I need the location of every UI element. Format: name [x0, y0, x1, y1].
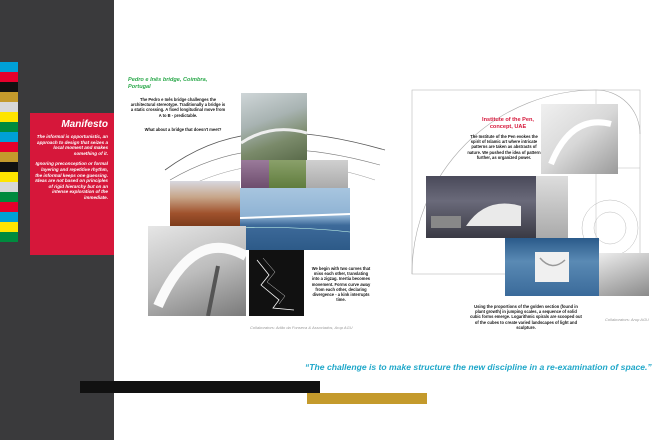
bridge-title: Pedro e Inês bridge, Coimbra, Portugal — [128, 77, 208, 90]
color-stripe — [0, 92, 18, 102]
pen-detail-render — [536, 176, 568, 238]
manifesto-para-2: Ignoring preconception or formal layering and repetitive rhythm, the informal keeps one guessing. Ideas are not based on principles of rigid hierarchy but on an intense exploration of the immediate. — [35, 161, 108, 200]
pen-collaborators: Collaborators: Arup AGU — [605, 317, 649, 322]
color-stripe — [0, 122, 18, 132]
quote-text: “The challenge is to make structure the new discipline in a re-examination of space.” — [305, 362, 652, 372]
pen-intro: The Institute of the Pen evokes the spirit of Islamic art where intricate patterns are taken as abstracts of nature. We pushed the idea of pattern further, as organized power. — [467, 134, 541, 160]
color-stripe — [0, 162, 18, 172]
manifesto-box — [30, 113, 114, 255]
color-stripe — [0, 152, 18, 162]
bridge-intro: The Pedro e Inês bridge challenges the architectural stereotype. Traditionally a bridge is a static crossing. A fixed longitudinal move from A to B - predictable. — [130, 97, 226, 118]
bridge-green-photo — [268, 160, 306, 190]
color-stripe — [0, 222, 18, 232]
manifesto-para-1: The informal is opportunistic, an approach to design that seizes a local moment and makes something of it. — [36, 134, 108, 156]
pen-cube-render — [541, 104, 618, 174]
bridge-curves-text: We begin with two curves that miss each other, translating into a zigzag. Inertia becomes movement. Forms curve away from each other, declaring divergence - a kink interrupts time. — [311, 266, 371, 303]
color-stripe — [0, 172, 18, 182]
black-bar — [80, 381, 320, 393]
color-stripe — [0, 182, 18, 192]
color-stripe — [0, 102, 18, 112]
bridge-purple-photo — [241, 160, 269, 190]
pen-interior-render — [599, 253, 649, 296]
color-stripe — [0, 112, 18, 122]
bridge-aerial-photo — [241, 93, 307, 160]
bridge-zigzag-drawing — [249, 250, 304, 316]
bridge-river-photo — [240, 188, 350, 250]
color-stripe — [0, 192, 18, 202]
color-stripes — [0, 62, 18, 242]
pen-title: Institute of the Pen, concept, UAE — [482, 117, 534, 130]
bridge-red-deck-photo — [170, 181, 240, 227]
gold-bar — [307, 393, 427, 404]
color-stripe — [0, 82, 18, 92]
bridge-question: What about a bridge that doesn't meet? — [144, 127, 222, 132]
pen-golden-text: Using the proportions of the golden section (found in plant growth) in jumping scales, a sequence of solid cubic forms emerge. Logarithmic spirals are scooped out of the cubes to create varied landscapes of light and sculpture. — [470, 304, 582, 330]
bridge-grey-photo — [306, 160, 348, 190]
color-stripe — [0, 232, 18, 242]
pen-waterfront-render — [505, 238, 599, 296]
color-stripe — [0, 142, 18, 152]
bridge-arch-photo — [148, 226, 246, 316]
pen-city-render — [426, 176, 536, 238]
color-stripe — [0, 62, 18, 72]
color-stripe — [0, 132, 18, 142]
bridge-collaborators: Collaborators: Adão da Fonseca & Associados, Arup AGU — [250, 325, 353, 330]
color-stripe — [0, 212, 18, 222]
color-stripe — [0, 202, 18, 212]
manifesto-title: Manifesto — [61, 119, 108, 130]
color-stripe — [0, 72, 18, 82]
